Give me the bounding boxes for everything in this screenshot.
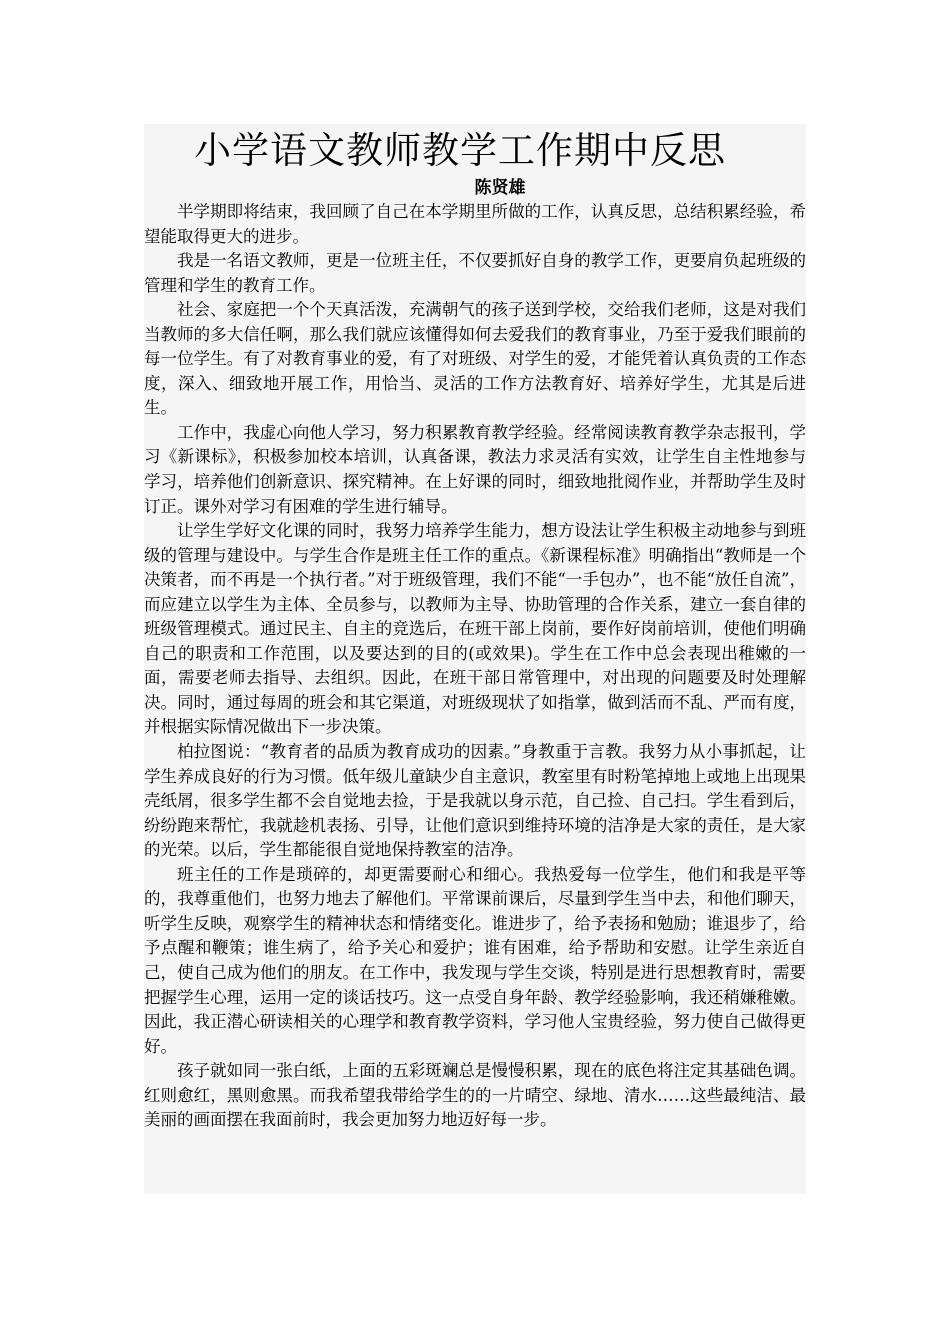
document-text-block bbox=[144, 124, 806, 1194]
paragraph-1: 半学期即将结束，我回顾了自己在本学期里所做的工作，认真反思，总结积累经验，希望能取得更大的进步。 bbox=[144, 202, 806, 246]
paragraph-7: 班主任的工作是琐碎的，却更需要耐心和细心。我热爱每一位学生，他们和我是平等的，我尊重他们，也努力地去了解他们。平常课前课后，尽量到学生当中去，和他们聊天，听学生反映，观察学生的精神状态和情绪变化。谁进步了，给予表扬和勉励；谁退步了，给予点醒和鞭策；谁生病了，给予关心和爱护；谁有困难，给予帮助和安慰。让学生亲近自己，使自己成为他们的朋友。在工作中，我发现与学生交谈，特别是进行思想教育时，需要把握学生心理，运用一定的谈话技巧。这一点受自身年龄、教学经验影响，我还稍嫌稚嫩。因此，我正潜心研读相关的心理学和教育教学资料，学习他人宝贵经验，努力使自己做得更好。 bbox=[144, 864, 806, 1056]
document-author: 陈贤雄 bbox=[474, 178, 526, 198]
paragraph-2: 我是一名语文教师，更是一位班主任，不仅要抓好自身的教学工作，更要肩负起班级的管理和学生的教育工作。 bbox=[144, 251, 806, 295]
paragraph-6: 柏拉图说：“教育者的品质为教育成功的因素。”身教重于言教。我努力从小事抓起，让学生养成良好的行为习惯。低年级儿童缺少自主意识，教室里有时粉笔掉地上或地上出现果壳纸屑，很多学生都不会自觉地去捡，于是我就以身示范，自己捡、自己扫。学生看到后，纷纷跑来帮忙，我就趁机表扬、引导，让他们意识到维持环境的洁净是大家的责任，是大家的光荣。以后，学生都能很自觉地保持教室的洁净。 bbox=[144, 742, 806, 860]
paragraph-4: 工作中，我虚心向他人学习，努力积累教育教学经验。经常阅读教育教学杂志报刊，学习《新课标》，积极参加校本培训，认真备课，教法力求灵活有实效，让学生自主性地参与学习，培养他们创新意识、探究精神。在上好课的同时，细致地批阅作业，并帮助学生及时订正。课外对学习有困难的学生进行辅导。 bbox=[144, 422, 806, 516]
paragraph-8: 孩子就如同一张白纸，上面的五彩斑斓总是慢慢积累，现在的底色将注定其基础色调。红则愈红，黑则愈黑。而我希望我带给学生的的一片晴空、绿地、清水……这些最纯洁、最美丽的画面摆在我面前时，我会更加努力地迈好每一步。 bbox=[144, 1061, 806, 1130]
document-title: 小学语文教师教学工作期中反思 bbox=[194, 129, 726, 172]
paragraph-5: 让学生学好文化课的同时，我努力培养学生能力，想方设法让学生积极主动地参与到班级的管理与建设中。与学生合作是班主任工作的重点。《新课程标准》明确指出“教师是一个决策者，而不再是一个执行者。”对于班级管理，我们不能“一手包办”，也不能“放任自流”，而应建立以学生为主体、全员参与，以教师为主导、协助管理的合作关系，建立一套自律的班级管理模式。通过民主、自主的竞选后，在班干部上岗前，要作好岗前培训，使他们明确自己的职责和工作范围，以及要达到的目的(或效果)。学生在工作中总会表现出稚嫩的一面，需要老师去指导、去组织。因此，在班干部日常管理中，对出现的问题要及时处理解决。同时，通过每周的班会和其它渠道，对班级现状了如指掌，做到活而不乱、严而有度，并根据实际情况做出下一步决策。 bbox=[144, 521, 806, 737]
paragraph-3: 社会、家庭把一个个天真活泼，充满朝气的孩子送到学校，交给我们老师，这是对我们当教师的多大信任啊，那么我们就应该懂得如何去爱我们的教育事业，乃至于爱我们眼前的每一位学生。有了对教育事业的爱，有了对班级、对学生的爱，才能凭着认真负责的工作态度，深入、细致地开展工作，用恰当、灵活的工作方法教育好、培养好学生，尤其是后进生。 bbox=[144, 300, 806, 418]
